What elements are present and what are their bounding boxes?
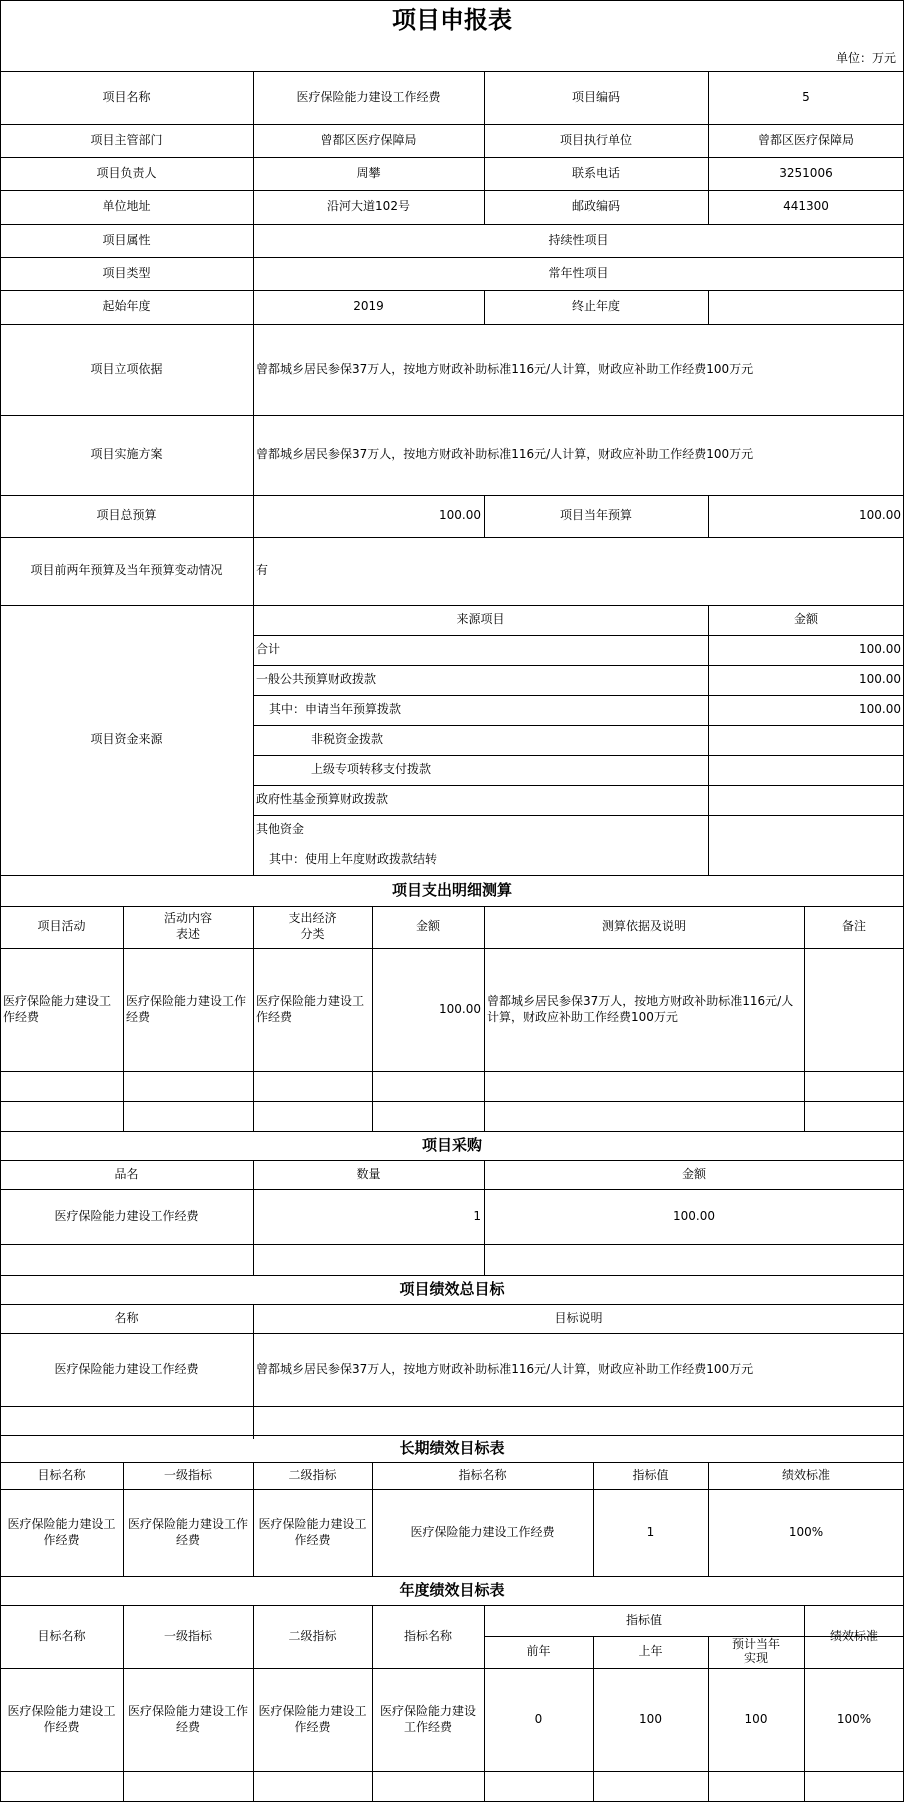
funding-row-amount <box>708 845 904 875</box>
address-label: 单位地址 <box>102 199 151 214</box>
purchase-header: 数量 <box>356 1166 381 1181</box>
goal-header: 目标说明 <box>554 1310 603 1325</box>
purchase-header: 金额 <box>681 1166 706 1181</box>
longterm-l1: 医疗保险能力建设工作经费 <box>127 1516 248 1547</box>
zip-label: 邮政编码 <box>571 199 620 214</box>
funding-row-name: 合计 <box>256 642 281 657</box>
expense-header: 备注 <box>841 919 866 934</box>
annual-header: 一级指标 <box>163 1628 212 1643</box>
longterm-indicator-name: 医疗保险能力建设工作经费 <box>410 1524 555 1539</box>
start-year-label: 起始年度 <box>102 299 151 314</box>
annual-expected: 100 <box>744 1711 768 1726</box>
funding-amount-header: 金额 <box>793 612 818 627</box>
basis-label: 项目立项依据 <box>90 361 163 376</box>
type-value: 常年性项目 <box>548 265 609 280</box>
longterm-header: 绩效标准 <box>781 1467 830 1482</box>
current-budget-label: 项目当年预算 <box>559 508 632 523</box>
annual-prev2: 0 <box>534 1711 543 1726</box>
funding-row-name: 非税资金拨款 <box>311 732 384 747</box>
purchase-item-qty: 1 <box>473 1208 481 1223</box>
plan-label: 项目实施方案 <box>90 447 163 462</box>
longterm-standard: 100% <box>788 1524 824 1539</box>
attr-value: 持续性项目 <box>548 232 609 247</box>
change-label: 项目前两年预算及当年预算变动情况 <box>30 563 223 578</box>
annual-l2: 医疗保险能力建设工作经费 <box>258 1703 367 1734</box>
funding-row-amount <box>708 725 904 755</box>
project-name-label: 项目名称 <box>102 89 151 104</box>
funding-row-name: 一般公共预算财政拨款 <box>256 672 377 687</box>
type-label: 项目类型 <box>102 265 151 280</box>
funding-row-name: 其他资金 <box>256 822 305 837</box>
end-year-value <box>708 290 904 324</box>
goal-header: 名称 <box>114 1310 139 1325</box>
annual-goal: 医疗保险能力建设工作经费 <box>7 1703 116 1734</box>
expense-category: 医疗保险能力建设工作经费 <box>256 993 365 1024</box>
expense-note <box>804 948 904 1071</box>
expense-header: 支出经济 分类 <box>288 911 337 941</box>
phone-value: 3251006 <box>779 165 833 180</box>
phone-label: 联系电话 <box>571 165 620 180</box>
exec-unit-label: 项目执行单位 <box>559 132 632 147</box>
annual-header: 二级指标 <box>288 1628 337 1643</box>
annual-header: 目标名称 <box>37 1628 86 1643</box>
annual-prev1: 100 <box>639 1711 662 1726</box>
funding-row-amount: 100.00 <box>859 642 901 657</box>
unit-label: 单位：万元 <box>835 51 896 66</box>
zip-value: 441300 <box>783 199 829 214</box>
funding-row-name: 其中：使用上年度财政拨款结转 <box>269 852 438 867</box>
funding-row-name: 政府性基金预算财政拨款 <box>256 792 389 807</box>
funding-row-amount: 100.00 <box>859 672 901 687</box>
funding-row-amount <box>708 815 904 845</box>
annual-subheader: 前年 <box>526 1644 551 1659</box>
person-value: 周攀 <box>356 165 381 180</box>
longterm-header: 指标名称 <box>458 1467 507 1482</box>
expense-basis: 曾都城乡居民参保37万人，按地方财政补助标准116元/人计算，财政应补助工作经费100万元 <box>487 993 794 1024</box>
longterm-header: 二级指标 <box>288 1467 337 1482</box>
purchase-section-title: 项目采购 <box>421 1135 482 1154</box>
longterm-value: 1 <box>646 1524 655 1539</box>
longterm-header: 目标名称 <box>37 1467 86 1482</box>
annual-subheader: 预计当年 实现 <box>731 1637 780 1665</box>
purchase-header: 品名 <box>114 1166 139 1181</box>
funding-source-header: 来源项目 <box>456 612 505 627</box>
person-label: 项目负责人 <box>96 165 157 180</box>
page-title: 项目申报表 <box>392 6 512 35</box>
longterm-section-title: 长期绩效目标表 <box>399 1438 505 1457</box>
annual-header: 指标值 <box>625 1612 662 1627</box>
start-year-value: 2019 <box>353 299 384 314</box>
annual-l1: 医疗保险能力建设工作经费 <box>127 1703 248 1734</box>
project-code-label: 项目编码 <box>571 89 620 104</box>
dept-label: 项目主管部门 <box>90 132 163 147</box>
expense-content: 医疗保险能力建设工作经费 <box>126 993 247 1024</box>
funding-row-amount: 100.00 <box>859 702 901 717</box>
expense-activity: 医疗保险能力建设工作经费 <box>3 993 112 1024</box>
goal-section-title: 项目绩效总目标 <box>399 1279 505 1298</box>
expense-header: 活动内容 表述 <box>163 911 212 941</box>
total-budget-label: 项目总预算 <box>96 508 157 523</box>
longterm-goal: 医疗保险能力建设工作经费 <box>7 1516 116 1547</box>
expense-header: 测算依据及说明 <box>601 919 686 934</box>
funding-row-amount <box>708 755 904 785</box>
project-code-value: 5 <box>802 89 810 104</box>
project-name-value: 医疗保险能力建设工作经费 <box>296 89 441 104</box>
exec-unit-value: 曾都区医疗保障局 <box>757 132 854 147</box>
current-budget-value: 100.00 <box>859 508 901 523</box>
goal-desc: 曾都城乡居民参保37万人，按地方财政补助标准116元/人计算，财政应补助工作经费100万元 <box>256 1361 754 1376</box>
goal-name: 医疗保险能力建设工作经费 <box>54 1361 199 1376</box>
annual-subheader: 上年 <box>638 1644 663 1659</box>
funding-row-amount <box>708 785 904 815</box>
annual-standard: 100% <box>836 1711 872 1726</box>
funding-row-name: 其中：申请当年预算拨款 <box>269 702 402 717</box>
funding-row-name: 上级专项转移支付拨款 <box>311 762 432 777</box>
basis-value: 曾都城乡居民参保37万人，按地方财政补助标准116元/人计算，财政应补助工作经费100万元 <box>256 361 754 376</box>
expense-header: 金额 <box>415 919 440 934</box>
attr-label: 项目属性 <box>102 232 151 247</box>
longterm-header: 一级指标 <box>163 1467 212 1482</box>
change-value: 有 <box>256 563 269 578</box>
purchase-item-name: 医疗保险能力建设工作经费 <box>54 1208 199 1223</box>
annual-header: 指标名称 <box>403 1628 452 1643</box>
address-value: 沿河大道102号 <box>327 199 410 214</box>
annual-section-title: 年度绩效目标表 <box>399 1580 505 1599</box>
end-year-label: 终止年度 <box>571 299 620 314</box>
expense-header: 项目活动 <box>37 919 86 934</box>
purchase-item-amount: 100.00 <box>673 1208 715 1223</box>
expense-section-title: 项目支出明细测算 <box>391 880 512 899</box>
expense-amount: 100.00 <box>439 1001 481 1016</box>
plan-value: 曾都城乡居民参保37万人，按地方财政补助标准116元/人计算，财政应补助工作经费100万元 <box>256 447 754 462</box>
total-budget-value: 100.00 <box>439 508 481 523</box>
longterm-header: 指标值 <box>632 1467 669 1482</box>
annual-indicator-name: 医疗保险能力建设工作经费 <box>379 1703 476 1734</box>
longterm-l2: 医疗保险能力建设工作经费 <box>258 1516 367 1547</box>
annual-header: 绩效标准 <box>829 1628 878 1643</box>
dept-value: 曾都区医疗保障局 <box>320 132 417 147</box>
funding-label: 项目资金来源 <box>90 732 163 747</box>
